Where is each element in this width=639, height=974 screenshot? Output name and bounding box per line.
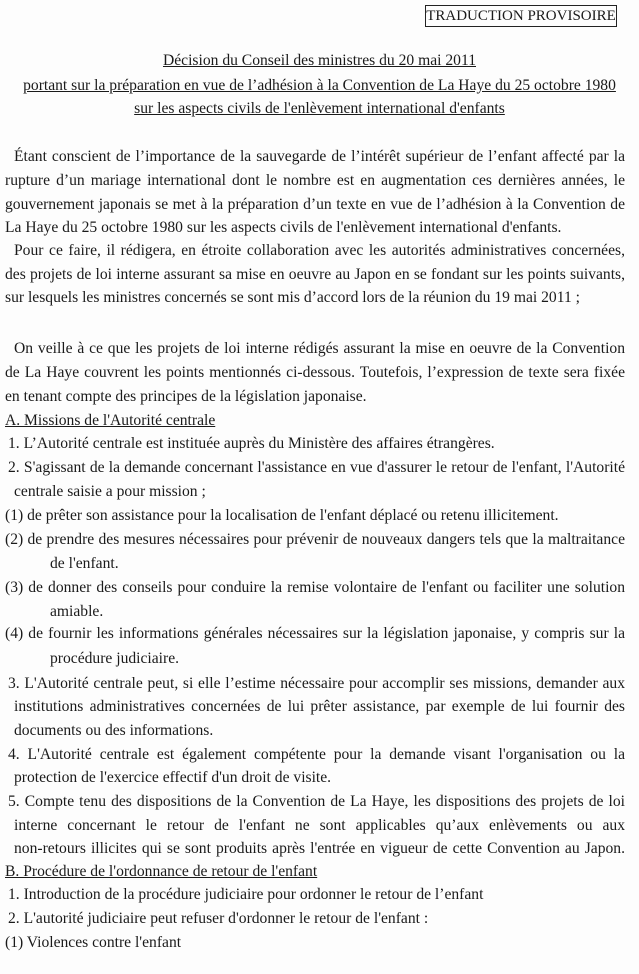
list-item: 3. L'Autorité centrale peut, si elle l’estime nécessaire pour accomplir ses missions, demander aux bbox=[8, 675, 625, 692]
section-heading-a: A. Missions de l'Autorité centrale bbox=[5, 412, 216, 429]
paragraph-line: gouvernement japonais se met à la préparation d’un texte en vue de l’adhésion à la Convention de bbox=[5, 196, 625, 213]
paragraph-line: On veille à ce que les projets de loi interne rédigés assurant la mise en oeuvre de la Convention bbox=[14, 340, 625, 357]
paragraph-line: Étant conscient de l’importance de la sauvegarde de l’intérêt supérieur de l’enfant affecté par la bbox=[14, 148, 625, 165]
provisional-translation-stamp: TRADUCTION PROVISOIRE bbox=[425, 5, 617, 27]
paragraph-line: de La Haye couvrent les points mentionnés ci-dessous. Toutefois, l’expression de texte sera fixée bbox=[5, 364, 625, 381]
list-item: (3) de donner des conseils pour conduire la remise volontaire de l'enfant ou faciliter une solution bbox=[5, 579, 625, 596]
list-item: (1) Violences contre l'enfant bbox=[5, 934, 182, 951]
list-item-continuation: protection de l'exercice effectif d'un droit de visite. bbox=[14, 769, 332, 786]
list-item-continuation: amiable. bbox=[50, 603, 104, 620]
list-item-continuation: procédure judiciaire. bbox=[50, 650, 180, 667]
list-item: 2. L'autorité judiciaire peut refuser d'ordonner le retour de l'enfant : bbox=[8, 910, 429, 927]
list-item-continuation: institutions administratives concernées de lui prêter assistance, par exemple de lui fournir des bbox=[14, 698, 625, 715]
list-item-continuation: documents ou des informations. bbox=[14, 722, 214, 739]
document-subtitle: sur les aspects civils de l'enlèvement international d'enfants bbox=[134, 100, 505, 117]
paragraph-line: en tenant compte des principes de la législation japonaise. bbox=[5, 388, 367, 405]
paragraph-line: La Haye du 25 octobre 1980 sur les aspects civils de l'enlèvement international d'enfants. bbox=[5, 219, 562, 236]
paragraph-line: sur lesquels les ministres concernés se sont mis d’accord lors de la réunion du 19 mai 2011 ; bbox=[5, 289, 580, 306]
section-heading-b: B. Procédure de l'ordonnance de retour de l'enfant bbox=[5, 863, 318, 880]
list-item: (2) de prendre des mesures nécessaires pour prévenir de nouveaux dangers tels que la maltraitance bbox=[5, 531, 625, 548]
list-item: 4. L'Autorité centrale est également compétente pour la demande visant l'organisation ou la bbox=[8, 746, 625, 763]
list-item: 5. Compte tenu des dispositions de la Convention de La Haye, les dispositions des projets de loi bbox=[8, 793, 625, 810]
paragraph-line: Pour ce faire, il rédigera, en étroite collaboration avec les autorités administratives concernées, bbox=[14, 242, 625, 259]
list-item-continuation: interne concernant le retour de l'enfant ne sont applicables qu’aux enlèvements ou aux bbox=[14, 817, 625, 834]
list-item: 1. Introduction de la procédure judiciaire pour ordonner le retour de l’enfant bbox=[8, 886, 484, 903]
list-item-continuation: de l'enfant. bbox=[50, 555, 119, 572]
list-item: 2. S'agissant de la demande concernant l'assistance en vue d'assurer le retour de l'enfant, l'Autorité bbox=[8, 459, 625, 476]
paragraph-line: des projets de loi interne assurant sa mise en oeuvre au Japon en se fondant sur les points suivants, bbox=[5, 266, 625, 283]
list-item: (1) de prêter son assistance pour la localisation de l'enfant déplacé ou retenu illicitement. bbox=[5, 507, 559, 524]
paragraph-line: rupture d’un mariage international dont le nombre est en augmentation ces dernières années, le bbox=[5, 172, 625, 189]
list-item: (4) de fournir les informations générales nécessaires sur la législation japonaise, y compris sur la bbox=[5, 625, 625, 642]
list-item-continuation: centrale saisie a pour mission ; bbox=[14, 483, 206, 500]
document-title: Décision du Conseil des ministres du 20 mai 2011 bbox=[162, 52, 476, 69]
document-subtitle: portant sur la préparation en vue de l’adhésion à la Convention de La Haye du 25 octobre 1980 bbox=[23, 77, 616, 94]
list-item: 1. L’Autorité centrale est instituée auprès du Ministère des affaires étrangères. bbox=[8, 435, 495, 452]
list-item-continuation: non-retours illicites qui se sont produits après l'entrée en vigueur de cette Convention au Japon. bbox=[14, 840, 625, 857]
